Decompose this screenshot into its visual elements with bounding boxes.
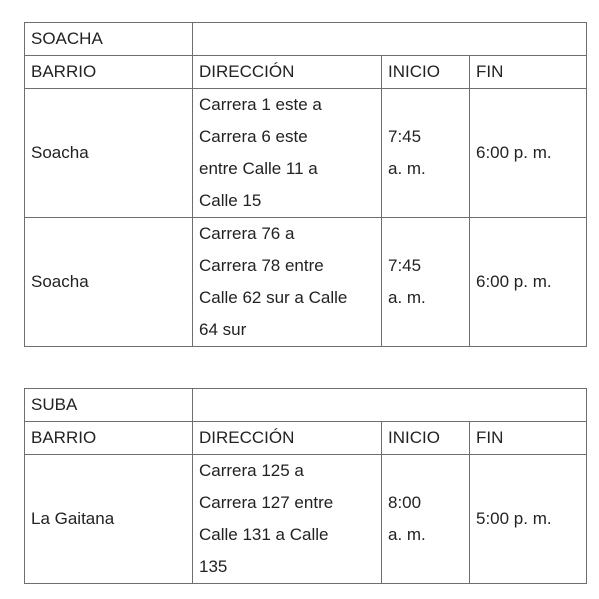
header-inicio: INICIO (382, 56, 470, 89)
direccion-line: Carrera 127 entre (199, 493, 334, 512)
table-row (25, 218, 587, 347)
header-fin: FIN (470, 422, 587, 455)
cell-barrio: La Gaitana (25, 455, 193, 584)
cell-fin: 5:00 p. m. (470, 455, 587, 584)
direccion-line: Carrera 125 a (199, 461, 304, 480)
cell-fin: 6:00 p. m. (470, 218, 587, 347)
header-barrio: BARRIO (25, 56, 193, 89)
cell-fin: 6:00 p. m. (470, 89, 587, 218)
cell-direccion (193, 89, 382, 218)
inicio-line: a. m. (388, 525, 426, 544)
inicio-line: 7:45 (388, 256, 422, 275)
inicio-line: 7:45 (388, 127, 422, 146)
inicio-line: 8:00 (388, 493, 422, 512)
inicio-line: a. m. (388, 159, 426, 178)
table-title-row (25, 389, 587, 422)
header-direccion: DIRECCIÓN (193, 422, 382, 455)
direccion-line: entre Calle 11 a (199, 159, 318, 178)
table-row (25, 455, 587, 584)
table-title: SOACHA (25, 23, 193, 56)
inicio-line: a. m. (388, 288, 426, 307)
table-title-empty-cell (193, 389, 587, 422)
header-inicio: INICIO (382, 422, 470, 455)
schedule-table-soacha (24, 22, 587, 347)
direccion-line: Calle 15 (199, 191, 262, 210)
direccion-line: Carrera 76 a (199, 224, 295, 243)
cell-barrio: Soacha (25, 89, 193, 218)
header-fin: FIN (470, 56, 587, 89)
cell-direccion (193, 455, 382, 584)
table-title: SUBA (25, 389, 193, 422)
header-barrio: BARRIO (25, 422, 193, 455)
schedule-table-suba (24, 388, 587, 584)
direccion-line: 64 sur (199, 320, 247, 339)
table-header-row (25, 422, 587, 455)
direccion-line: Carrera 1 este a (199, 95, 322, 114)
cell-inicio (382, 218, 470, 347)
direccion-line: 135 (199, 557, 228, 576)
direccion-line: Carrera 6 este (199, 127, 308, 146)
direccion-line: Calle 131 a Calle (199, 525, 329, 544)
cell-barrio: Soacha (25, 218, 193, 347)
table-header-row (25, 56, 587, 89)
cell-inicio (382, 455, 470, 584)
direccion-line: Carrera 78 entre (199, 256, 324, 275)
cell-direccion (193, 218, 382, 347)
table-row (25, 89, 587, 218)
table-title-empty-cell (193, 23, 587, 56)
table-title-row (25, 23, 587, 56)
cell-inicio (382, 89, 470, 218)
direccion-line: Calle 62 sur a Calle (199, 288, 348, 307)
header-direccion: DIRECCIÓN (193, 56, 382, 89)
